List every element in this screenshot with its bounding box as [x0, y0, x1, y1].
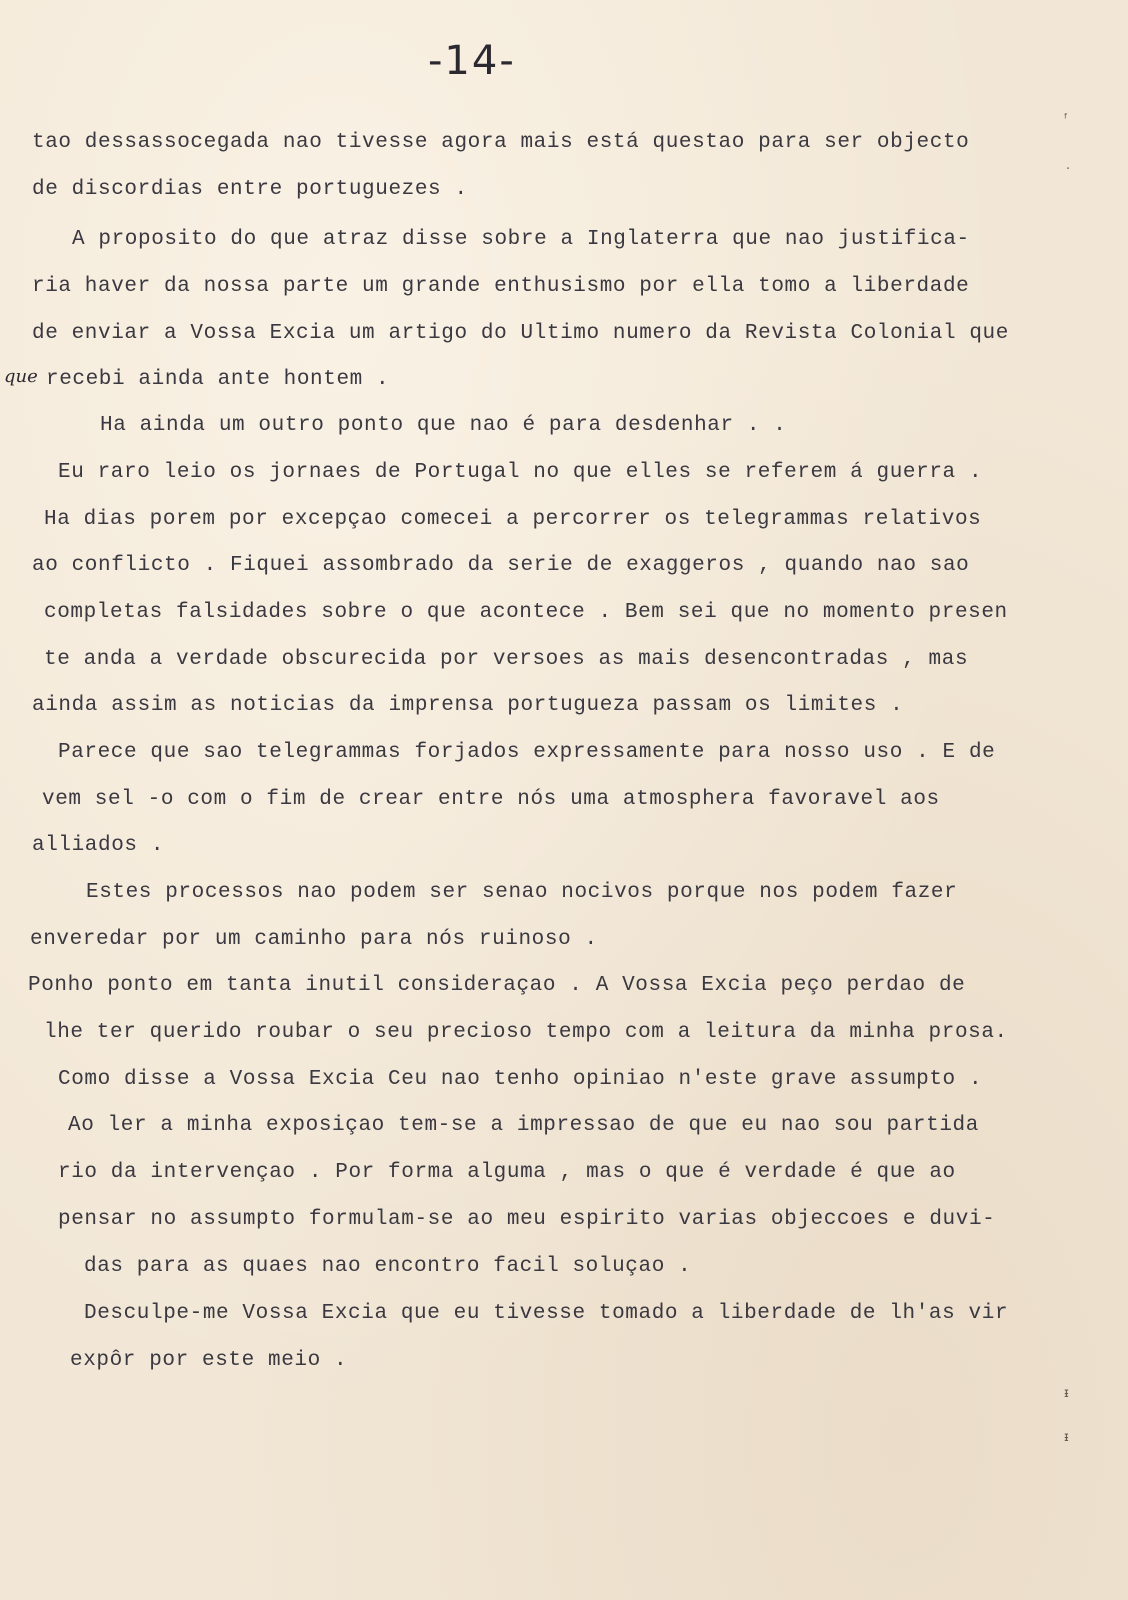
body-line: ria haver da nossa parte um grande enthusismo por ella tomo a liberdade [32, 275, 970, 298]
body-line: tao dessassocegada nao tivesse agora mais está questao para ser objecto [32, 131, 970, 154]
margin-mark: · [1066, 162, 1071, 177]
body-line: Estes processos nao podem ser senao nocivos porque nos podem fazer [86, 881, 958, 904]
body-line: Como disse a Vossa Excia Ceu nao tenho opiniao n'este grave assumpto . [58, 1068, 983, 1091]
body-line: Ha ainda um outro ponto que nao é para desdenhar . . [100, 414, 787, 437]
body-line: lhe ter querido roubar o seu precioso tempo com a leitura da minha prosa. [44, 1021, 1008, 1044]
body-line: vem sel -o com o fim de crear entre nós uma atmosphera favoravel aos [42, 788, 940, 811]
body-line: de enviar a Vossa Excia um artigo do Ultimo numero da Revista Colonial que [32, 322, 1009, 345]
body-line: expôr por este meio . [70, 1349, 348, 1372]
body-line: A proposito do que atraz disse sobre a Inglaterra que nao justifica- [72, 228, 970, 251]
body-line: Ponho ponto em tanta inutil consideraçao . A Vossa Excia peço perdao de [28, 974, 966, 997]
body-line: de discordias entre portuguezes . [32, 178, 468, 201]
body-line: te anda a verdade obscurecida por versoes as mais desencontradas , mas [44, 648, 969, 671]
body-line: Parece que sao telegrammas forjados expressamente para nosso uso . E de [58, 741, 996, 764]
body-line: ao conflicto . Fiquei assombrado da serie de exaggeros , quando nao sao [32, 554, 970, 577]
body-line: pensar no assumpto formulam-se ao meu espirito varias objeccoes e duvi- [58, 1208, 996, 1231]
body-line: alliados . [32, 834, 165, 857]
body-line: Desculpe-me Vossa Excia que eu tivesse tomado a liberdade de lh'as vir [84, 1302, 1009, 1325]
page-number: -14- [428, 38, 516, 84]
body-line: das para as quaes nao encontro facil soluçao . [84, 1255, 692, 1278]
handwritten-margin-note: que [4, 366, 38, 387]
body-line: recebi ainda ante hontem . [46, 368, 390, 391]
margin-mark: ᵻ [1064, 1386, 1069, 1401]
body-line: Ha dias porem por excepçao comecei a percorrer os telegrammas relativos [44, 508, 982, 531]
body-line: rio da intervençao . Por forma alguma , mas o que é verdade é que ao [58, 1161, 956, 1184]
body-line: completas falsidades sobre o que acontece . Bem sei que no momento presen [44, 601, 1008, 624]
body-line: ainda assim as noticias da imprensa portugueza passam os limites . [32, 694, 904, 717]
margin-mark: ᵻ [1064, 1430, 1069, 1445]
body-line: enveredar por um caminho para nós ruinoso . [30, 928, 598, 951]
body-line: Eu raro leio os jornaes de Portugal no que elles se referem á guerra . [58, 461, 983, 484]
margin-mark: ᶠ [1064, 112, 1068, 127]
body-line: Ao ler a minha exposiçao tem-se a impressao de que eu nao sou partida [68, 1114, 979, 1137]
